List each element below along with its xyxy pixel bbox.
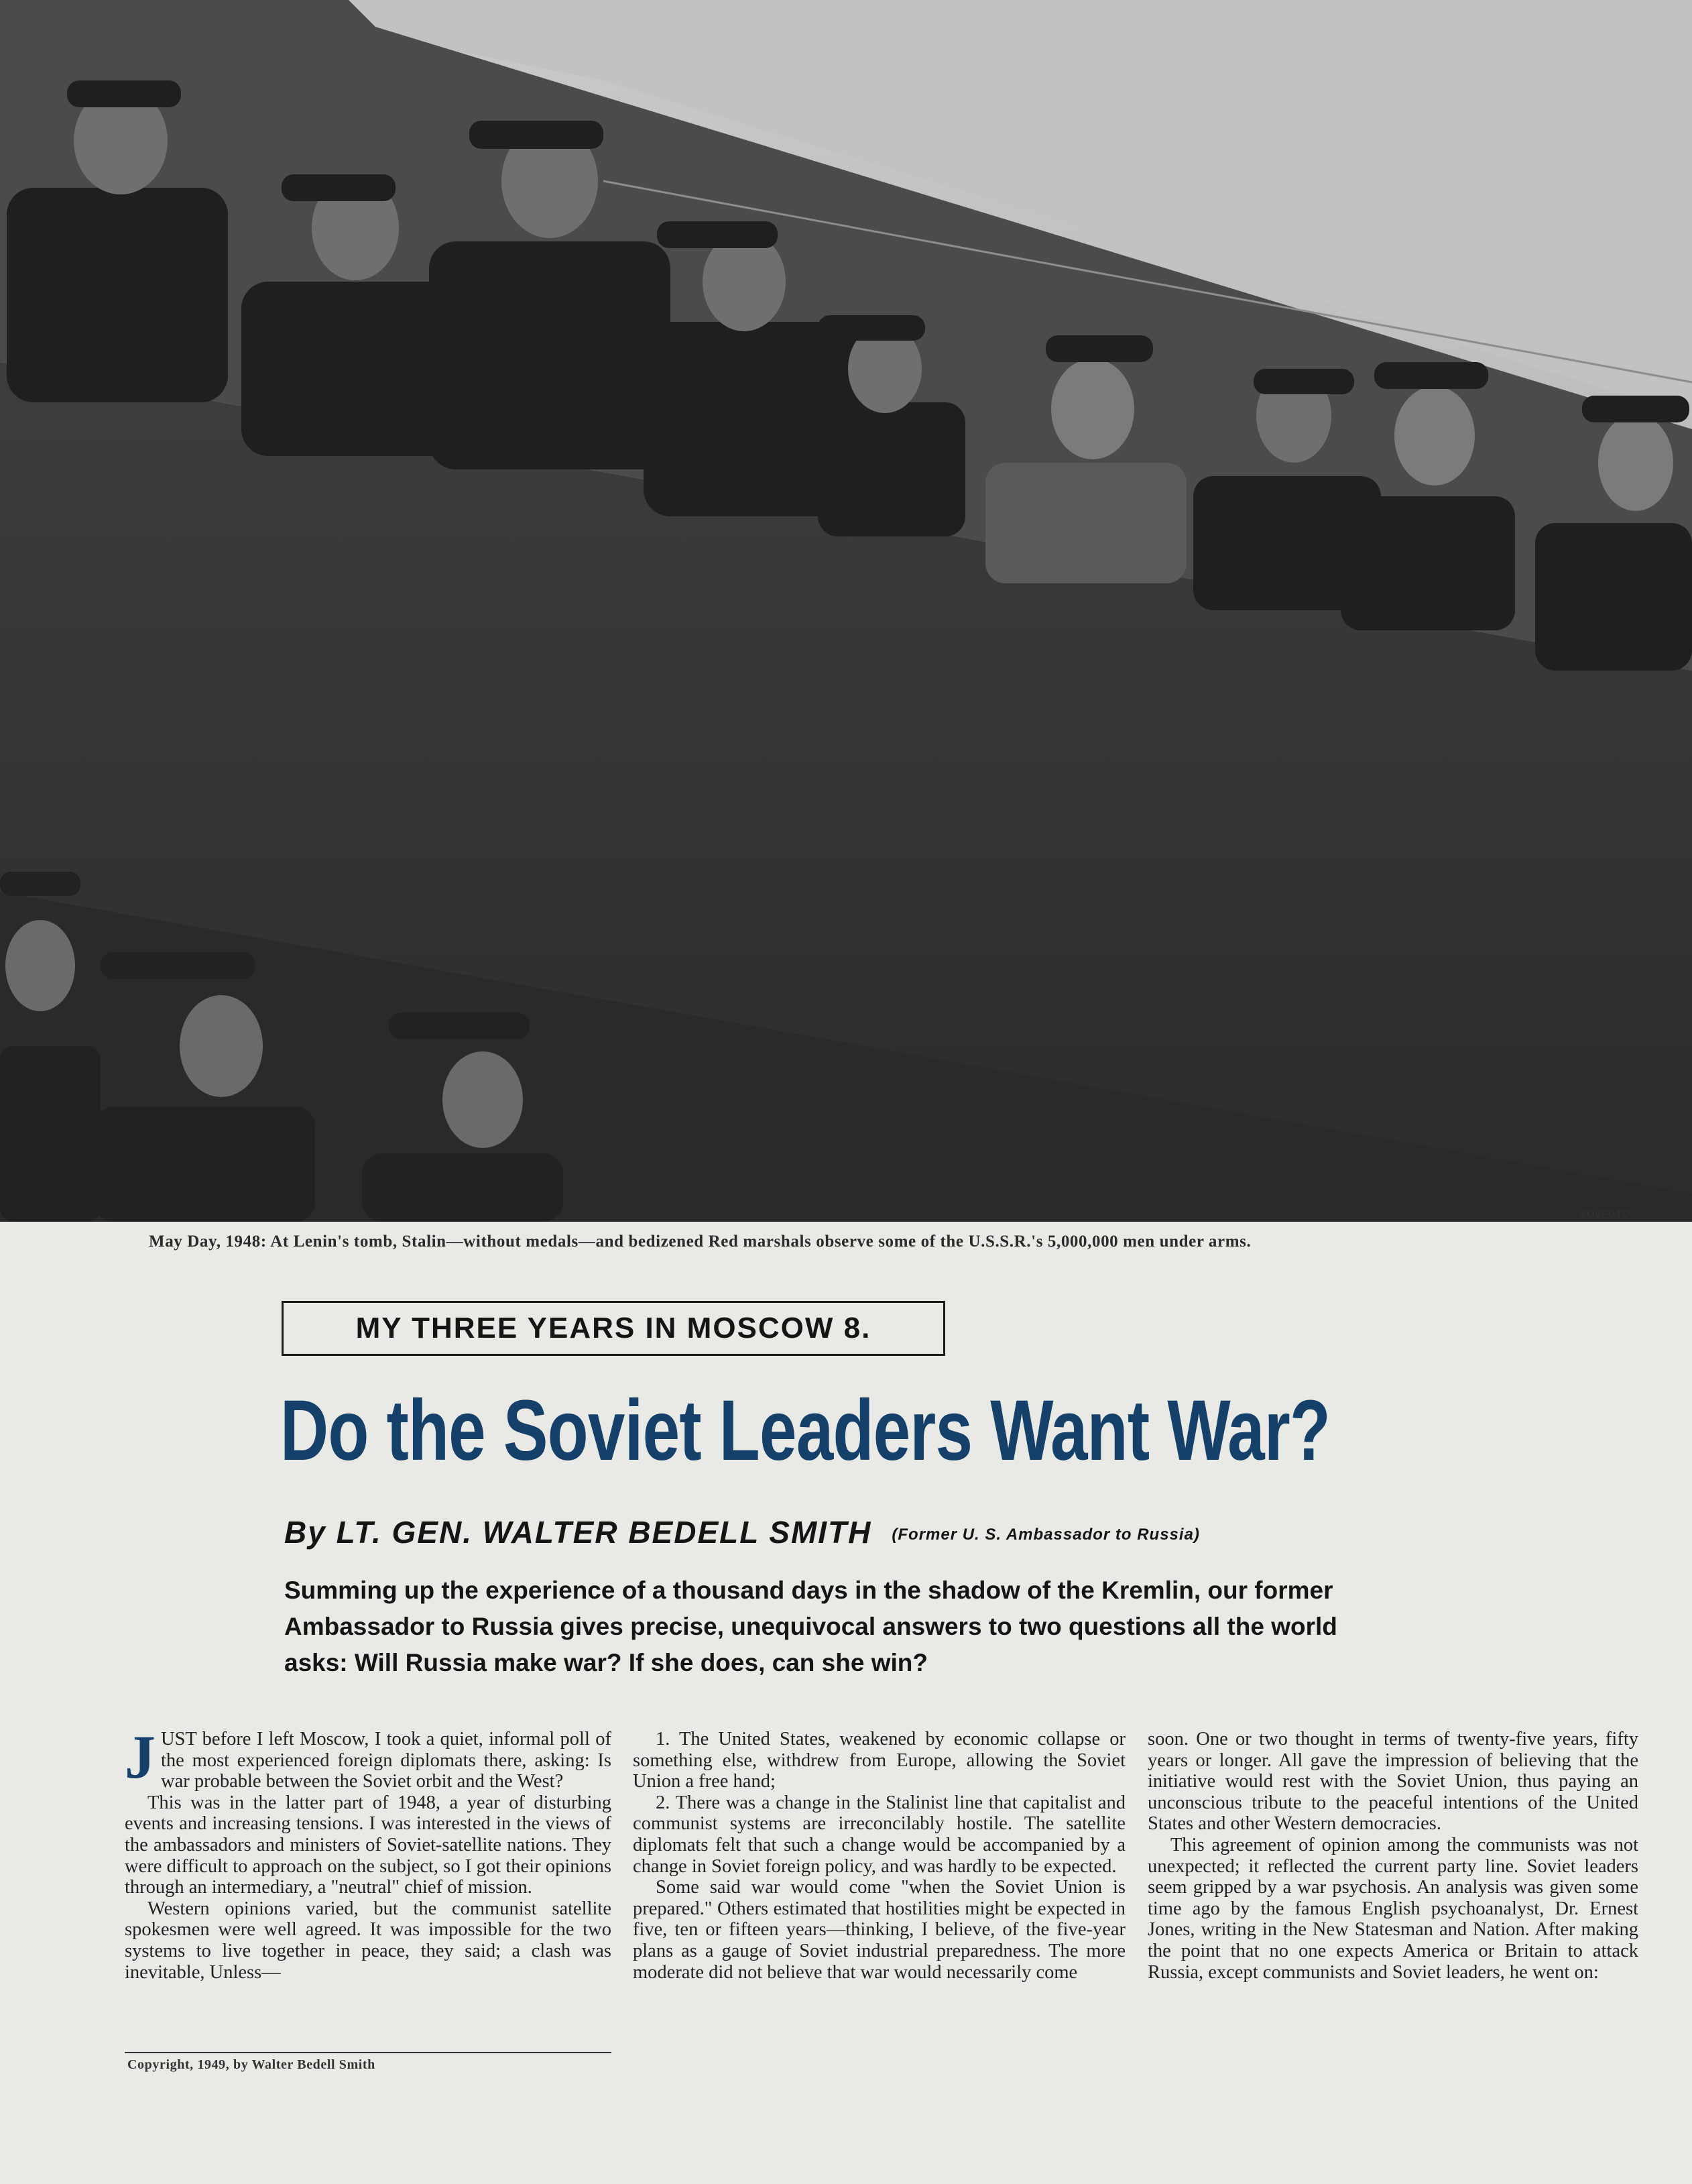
article-column-1 bbox=[125, 1723, 611, 1983]
paragraph: 2. There was a change in the Stalinist line that capitalist and communist systems are irreconcilably hostile. The satellite diplomats felt that such a change would be accompanied by a change in Soviet foreign policy, and was hardly to be expected. bbox=[633, 1792, 1126, 1877]
series-label: MY THREE YEARS IN MOSCOW 8. bbox=[282, 1301, 945, 1356]
article-column-3 bbox=[1148, 1729, 1638, 1983]
paragraph: soon. One or two thought in terms of twenty-five years, fifty years or longer. All gave the impression of believing that the initiative would rest with the Soviet Union, thus paying an unconscious tribute to the peaceful intentions of the United States and other Western democracies. bbox=[1148, 1729, 1638, 1835]
dek-summary: Summing up the experience of a thousand days in the shadow of the Kremlin, our former Ambassador to Russia gives precise, unequivocal answers to two questions all the world asks: Will Russia make war? If she does, can she win? bbox=[284, 1576, 1337, 1676]
article-column-2 bbox=[633, 1729, 1126, 1983]
paragraph-text: UST before I left Moscow, I took a quiet, informal poll of the most experienced foreign diplomats there, asking: Is war probable between the Soviet orbit and the West? bbox=[161, 1729, 611, 1792]
photo-caption: May Day, 1948: At Lenin's tomb, Stalin—without medals—and bedizened Red marshals observe some of the U.S.S.R.'s 5,000,000 men under arms. bbox=[149, 1232, 1252, 1251]
byline bbox=[284, 1514, 1200, 1550]
paragraph: 1. The United States, weakened by economic collapse or something else, withdrew from Europe, allowing the Soviet Union a free hand; bbox=[633, 1729, 1126, 1792]
headline: Do the Soviet Leaders Want War? bbox=[280, 1383, 1331, 1479]
byline-role: (Former U. S. Ambassador to Russia) bbox=[892, 1525, 1200, 1544]
divider bbox=[125, 2052, 611, 2053]
paragraph bbox=[125, 1723, 611, 1792]
paragraph: Western opinions varied, but the communist satellite spokesmen were well agreed. It was impossible for the two systems to live together in peace, they said; a clash was inevitable, Unless— bbox=[125, 1898, 611, 1983]
photo-credit: SOVFOTO bbox=[1579, 1208, 1630, 1219]
byline-author: By LT. GEN. WALTER BEDELL SMITH bbox=[284, 1515, 872, 1550]
paragraph: Some said war would come "when the Soviet Union is prepared." Others estimated that hostilities might be expected in five, ten or fifteen years—thinking, I believe, of the five-year plans as a gauge of Soviet industrial preparedness. The more moderate did not believe that war would necessarily come bbox=[633, 1877, 1126, 1983]
drop-cap: J bbox=[125, 1723, 156, 1791]
paragraph: This was in the latter part of 1948, a year of disturbing events and increasing tensions. I was interested in the views of the ambassadors and ministers of Soviet-satellite nations. They were difficult to approach on the subject, so I got their opinions through an intermediary, a "neutral" chief of mission. bbox=[125, 1792, 611, 1898]
copyright-note: Copyright, 1949, by Walter Bedell Smith bbox=[127, 2057, 375, 2072]
paragraph: This agreement of opinion among the communists was not unexpected; it reflected the current party line. Soviet leaders seem gripped by a war psychosis. An analysis was given some time ago by the famous English psychoanalyst, Dr. Ernest Jones, writing in the New Statesman and Nation. After making the point that no one expects America or Britain to attack Russia, except communists and Soviet leaders, he went on: bbox=[1148, 1834, 1638, 1983]
